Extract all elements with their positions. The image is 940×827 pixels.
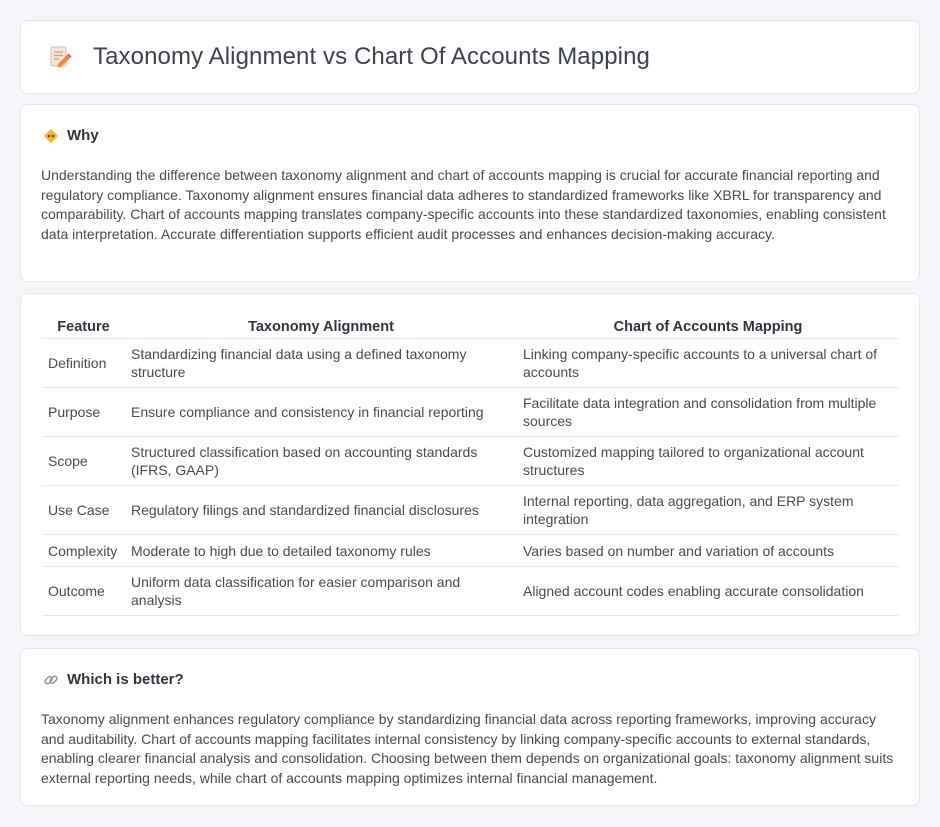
- title-row: [47, 43, 650, 71]
- why-body: Understanding the difference between taxonomy alignment and chart of accounts mapping is crucial for accurate financial reporting and regulatory compliance. Taxonomy alignment ensures financial data adheres to standardized frameworks like XBRL for transparency and comparability. Chart of accounts mapping translates company-specific accounts into these standardized taxonomies, enabling consistent data interpretation. Accurate differentiation supports efficient audit processes and enhances decision-making accuracy.: [41, 167, 886, 242]
- document-edit-icon: [47, 44, 73, 70]
- row-label-use-case: Use Case: [42, 486, 125, 535]
- cell-taxonomy-use-case: Regulatory filings and standardized financial disclosures: [125, 486, 517, 535]
- why-heading-row: [43, 127, 99, 144]
- column-header-feature: Feature: [42, 315, 125, 339]
- row-label-purpose: Purpose: [42, 388, 125, 437]
- table-row: [42, 339, 899, 388]
- row-label-scope: Scope: [42, 437, 125, 486]
- diamond-sign-icon: [43, 128, 59, 144]
- better-heading: Which is better?: [67, 671, 184, 688]
- cell-coa-use-case: Internal reporting, data aggregation, and ERP system integration: [517, 486, 899, 535]
- table-row: [42, 388, 899, 437]
- cell-coa-definition: Linking company-specific accounts to a universal chart of accounts: [517, 339, 899, 388]
- page-title: Taxonomy Alignment vs Chart Of Accounts Mapping: [93, 43, 650, 70]
- table-row: [42, 567, 899, 616]
- link-icon: [43, 672, 59, 688]
- cell-taxonomy-definition: Standardizing financial data using a defined taxonomy structure: [125, 339, 517, 388]
- header-card: [20, 20, 920, 94]
- row-label-outcome: Outcome: [42, 567, 125, 616]
- cell-coa-outcome: Aligned account codes enabling accurate consolidation: [517, 567, 899, 616]
- cell-taxonomy-complexity: Moderate to high due to detailed taxonomy rules: [125, 535, 517, 567]
- row-label-definition: Definition: [42, 339, 125, 388]
- table-row: [42, 437, 899, 486]
- better-heading-row: [43, 671, 184, 688]
- column-header-taxonomy-alignment: Taxonomy Alignment: [125, 315, 517, 339]
- better-body: Taxonomy alignment enhances regulatory compliance by standardizing financial data across reporting frameworks, improving accuracy and auditability. Chart of accounts mapping facilitates internal consistency by linking company-specific accounts to external standards, enabling clearer financial analysis and consolidation. Choosing between them depends on organizational goals: taxonomy alignment suits external reporting needs, while chart of accounts mapping optimizes internal financial management.: [41, 711, 894, 786]
- cell-taxonomy-scope: Structured classification based on accounting standards (IFRS, GAAP): [125, 437, 517, 486]
- which-is-better-section: [20, 648, 920, 806]
- table-row: [42, 535, 899, 567]
- row-label-complexity: Complexity: [42, 535, 125, 567]
- why-section: [20, 104, 920, 282]
- cell-coa-scope: Customized mapping tailored to organizational account structures: [517, 437, 899, 486]
- why-heading: Why: [67, 127, 99, 144]
- cell-coa-purpose: Facilitate data integration and consolidation from multiple sources: [517, 388, 899, 437]
- cell-taxonomy-purpose: Ensure compliance and consistency in financial reporting: [125, 388, 517, 437]
- cell-taxonomy-outcome: Uniform data classification for easier comparison and analysis: [125, 567, 517, 616]
- comparison-section: [20, 293, 920, 636]
- table-header-row: [42, 315, 899, 339]
- comparison-table: [42, 315, 899, 616]
- table-row: [42, 486, 899, 535]
- column-header-chart-of-accounts-mapping: Chart of Accounts Mapping: [517, 315, 899, 339]
- cell-coa-complexity: Varies based on number and variation of accounts: [517, 535, 899, 567]
